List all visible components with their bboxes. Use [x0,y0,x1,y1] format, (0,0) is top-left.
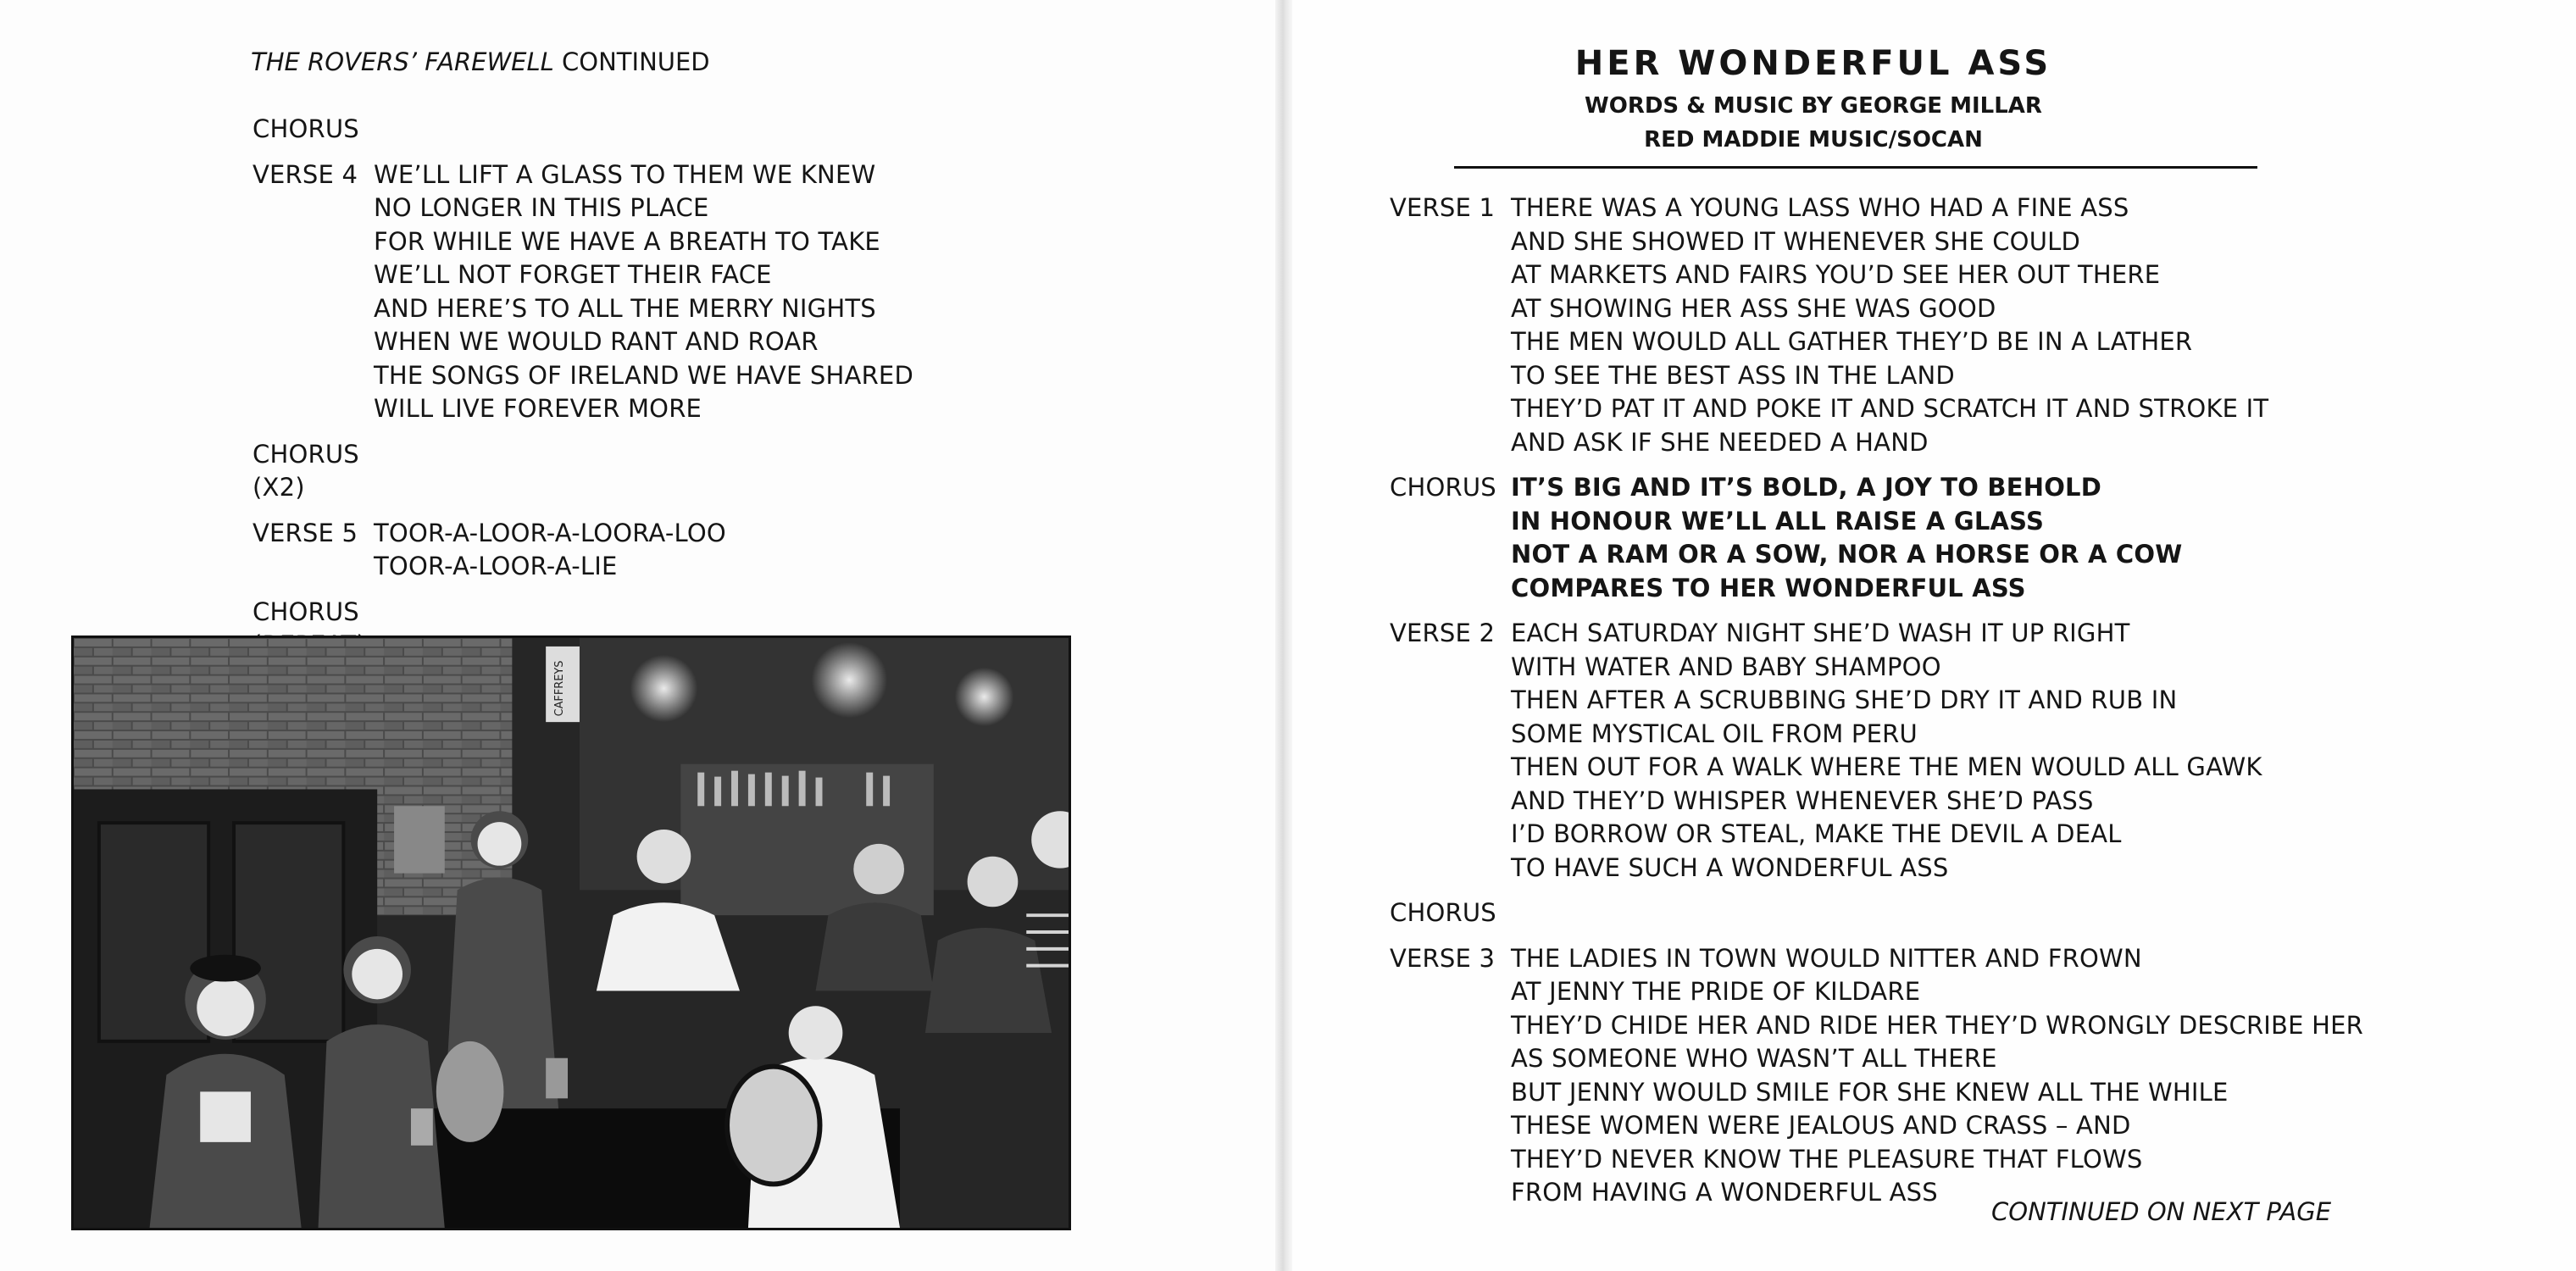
continued-song-title: THE ROVERS’ FAREWELL [251,47,554,76]
lyric-line: THESE WOMEN WERE JEALOUS AND CRASS – AND [1511,1111,2131,1140]
section-label: CHORUS [253,114,359,143]
lyric-line: THEY’D PAT IT AND POKE IT AND SCRATCH IT AND STROKE IT [1511,394,2269,423]
lyric-line: TO HAVE SUCH A WONDERFUL ASS [1511,852,1949,882]
lyric-line: AND THEY’D WHISPER WHENEVER SHE’D PASS [1511,785,2094,815]
lyric-line: WHEN WE WOULD RANT AND ROAR [374,327,819,356]
lyric-block [1390,942,2363,1210]
section-label: CHORUS [1390,473,1496,502]
lyric-line: TO SEE THE BEST ASS IN THE LAND [1511,360,1955,390]
song-title: HER WONDERFUL ASS [1574,44,2052,83]
lyric-line: WITH WATER AND BABY SHAMPOO [1511,652,1941,681]
lyric-block [1390,617,2363,885]
lyric-line: THEN AFTER A SCRUBBING SHE’D DRY IT AND RUB IN [1511,685,2178,714]
lyric-line: AT SHOWING HER ASS SHE WAS GOOD [1511,293,1996,323]
continued-label: CONTINUED [553,47,710,76]
continued-on-next-page: CONTINUED ON NEXT PAGE [1991,1197,2332,1226]
lyric-line: NOT A RAM OR A SOW, NOR A HORSE OR A COW [1511,540,2183,569]
lyric-line: AT JENNY THE PRIDE OF KILDARE [1511,977,1921,1006]
band-photo [71,636,1071,1230]
lyric-line: NO LONGER IN THIS PLACE [374,193,709,222]
lyric-line: WILL LIVE FOREVER MORE [374,394,702,423]
lyric-block [1390,471,2363,605]
lyric-line: AT MARKETS AND FAIRS YOU’D SEE HER OUT THERE [1511,260,2161,289]
lyric-line: TOOR-A-LOOR-A-LOORA-LOO [374,518,726,547]
lyric-line: THE SONGS OF IRELAND WE HAVE SHARED [374,360,913,390]
lyric-line: SOME MYSTICAL OIL FROM PERU [1511,719,1918,748]
section-label: CHORUS [253,597,359,626]
pub-sign-text: CAFFREYS [553,660,567,717]
lyric-block [253,113,913,147]
right-lyrics [1390,191,2363,1210]
lyric-line: EACH SATURDAY NIGHT SHE’D WASH IT UP RIGHT [1511,619,2130,647]
lyric-line: FROM HAVING A WONDERFUL ASS [1511,1178,1938,1207]
lyric-line: THERE WAS A YOUNG LASS WHO HAD A FINE ASS [1511,193,2129,222]
section-label: VERSE 5 [253,518,358,547]
lyric-block [253,158,913,426]
section-label: VERSE 2 [1390,619,1496,647]
lyric-line: FOR WHILE WE HAVE A BREATH TO TAKE [374,226,880,256]
lyric-line: AND SHE SHOWED IT WHENEVER SHE COULD [1511,226,2081,256]
lyric-block [253,438,913,505]
continued-song-heading [251,47,710,76]
lyric-line: THE MEN WOULD ALL GATHER THEY’D BE IN A LATHER [1511,327,2193,356]
section-label: VERSE 1 [1390,193,1496,222]
left-lyrics [253,113,913,663]
song-credit-publisher: RED MADDIE MUSIC/SOCAN [1644,127,1983,153]
lyric-line: AND ASK IF SHE NEEDED A HAND [1511,427,1929,457]
lyric-line: THEN OUT FOR A WALK WHERE THE MEN WOULD ALL GAWK [1511,752,2262,781]
lyric-line: COMPARES TO HER WONDERFUL ASS [1511,573,2026,602]
lyric-line: AS SOMEONE WHO WASN’T ALL THERE [1511,1044,1997,1073]
section-label: CHORUS (X2) [253,439,359,502]
section-label: VERSE 3 [1390,943,1496,973]
lyric-block [253,517,913,584]
lyric-line: THEY’D CHIDE HER AND RIDE HER THEY’D WRONGLY DESCRIBE HER [1511,1010,2363,1040]
lyric-block [1390,896,2363,930]
lyric-line: IN HONOUR WE’LL ALL RAISE A GLASS [1511,506,2045,536]
band-photo-graphic [74,638,1069,1228]
book-gutter [1275,0,1292,1271]
lyric-line: WE’LL NOT FORGET THEIR FACE [374,260,772,289]
lyric-line: WE’LL LIFT A GLASS TO THEM WE KNEW [374,159,876,189]
title-rule [1454,166,2257,169]
lyric-line: I’D BORROW OR STEAL, MAKE THE DEVIL A DEAL [1511,819,2122,848]
section-label: CHORUS [1390,898,1496,927]
lyric-block [1390,191,2363,459]
song-credit-writer: WORDS & MUSIC BY GEORGE MILLAR [1585,93,2042,119]
lyric-line: TOOR-A-LOOR-A-LIE [374,552,618,580]
lyric-line: AND HERE’S TO ALL THE MERRY NIGHTS [374,293,876,323]
lyric-line: THE LADIES IN TOWN WOULD NITTER AND FROWN [1511,943,2142,973]
section-label: VERSE 4 [253,159,358,189]
lyric-line: BUT JENNY WOULD SMILE FOR SHE KNEW ALL THE WHILE [1511,1077,2229,1107]
lyric-line: THEY’D NEVER KNOW THE PLEASURE THAT FLOWS [1511,1144,2143,1174]
lyric-line: IT’S BIG AND IT’S BOLD, A JOY TO BEHOLD [1511,473,2102,502]
